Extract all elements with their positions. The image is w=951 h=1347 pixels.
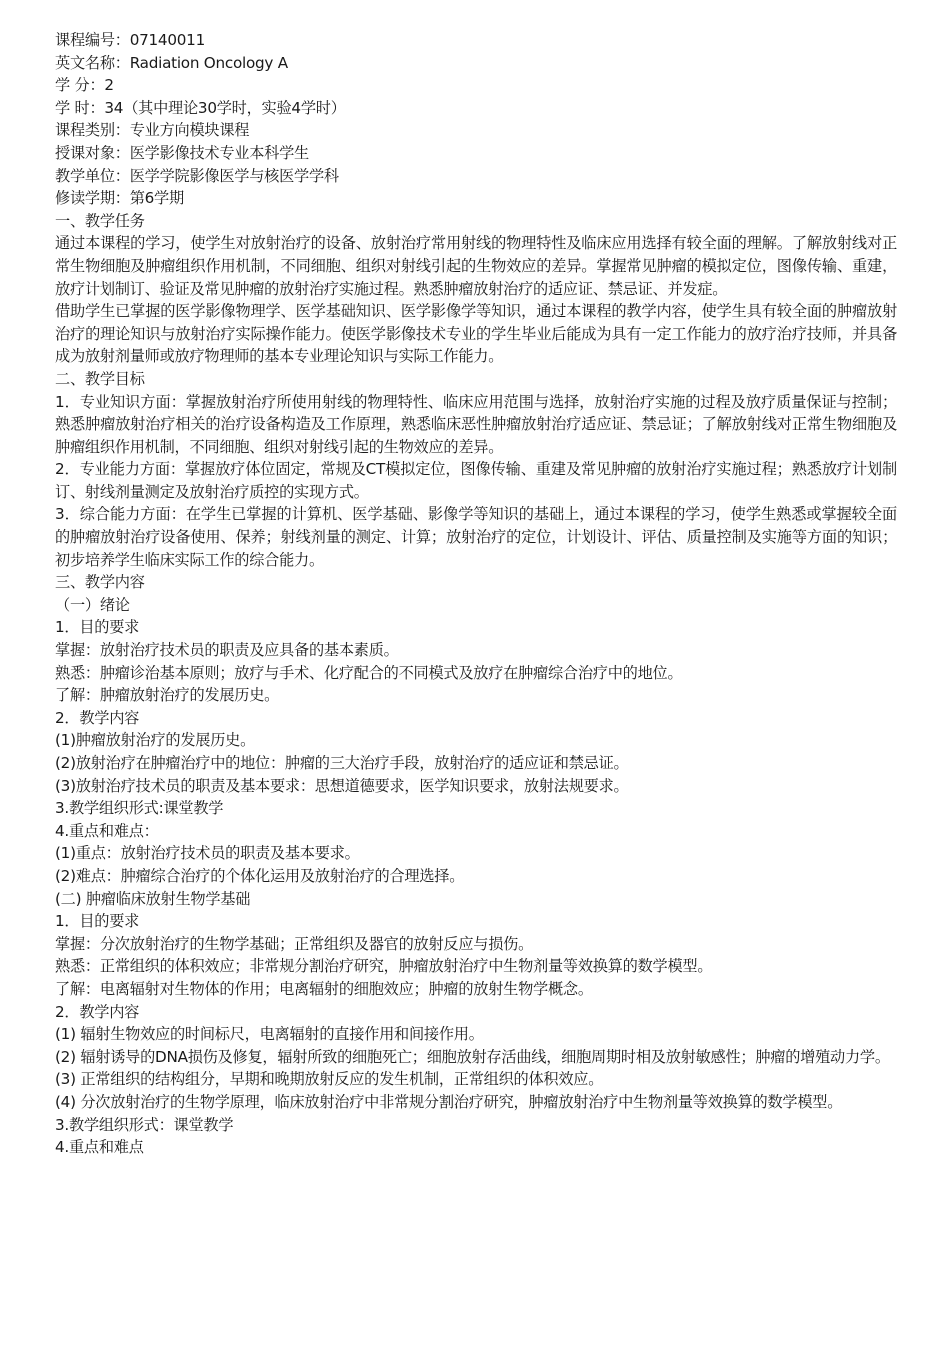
goal-comprehensive: 3．综合能力方面：在学生已掌握的计算机、医学基础、影像学等知识的基础上，通过本课程的学习，使学生熟悉或掌握较全面的肿瘤放射治疗设备使用、保养；射线剂量的测定、计算；放射治疗的定位，计划设计、评估、质量控制及实施等方面的知识；初步培养学生临床实际工作的综合能力。	[55, 505, 897, 569]
credits: 学 分：2	[55, 76, 114, 95]
unit1-content-item: (3)放射治疗技术员的职责及基本要求：思想道德要求，医学知识要求，放射法规要求。	[55, 776, 629, 795]
unit2-master: 掌握：分次放射治疗的生物学基础；正常组织及器官的放射反应与损伤。	[55, 934, 533, 953]
unit2-content-item: (2) 辐射诱导的DNA损伤及修复，辐射所致的细胞死亡；细胞放射存活曲线，细胞周期时相及放射敏感性；肿瘤的增殖动力学。	[55, 1047, 890, 1066]
unit1-master: 掌握：放射治疗技术员的职责及应具备的基本素质。	[55, 641, 399, 660]
target-students: 授课对象：医学影像技术专业本科学生	[55, 143, 309, 162]
unit2-key-points-heading: 4.重点和难点	[55, 1138, 144, 1157]
unit2-content-item: (4) 分次放射治疗的生物学原理，临床放射治疗中非常规分割治疗研究，肿瘤放射治疗中生物剂量等效换算的数学模型。	[55, 1092, 843, 1111]
unit1-requirements-heading: 1．目的要求	[55, 618, 140, 637]
unit1-content-item: (1)肿瘤放射治疗的发展历史。	[55, 731, 256, 750]
course-code: 课程编号：07140011	[55, 31, 205, 49]
unit2-content-item: (3) 正常组织的结构组分，早期和晚期放射反应的发生机制，正常组织的体积效应。	[55, 1070, 604, 1089]
unit2-teaching-form: 3.教学组织形式：课堂教学	[55, 1115, 234, 1134]
teaching-unit: 教学单位：医学学院影像医学与核医学学科	[55, 166, 339, 185]
unit1-familiar: 熟悉：肿瘤诊治基本原则；放疗与手术、化疗配合的不同模式及放疗在肿瘤综合治疗中的地位。	[55, 663, 683, 682]
unit1-key-points-heading: 4.重点和难点：	[55, 821, 159, 840]
goal-knowledge: 1．专业知识方面：掌握放射治疗所使用射线的物理特性、临床应用范围与选择，放射治疗实施的过程及放疗质量保证与控制；熟悉肿瘤放射治疗相关的治疗设备构造及工作原理，熟悉临床恶性肿瘤放射治疗适应证、禁忌证；了解放射线对正常生物细胞及肿瘤组织作用机制，不同细胞、组织对射线引起的生物效应的差异。	[55, 392, 897, 456]
english-name: 英文名称：Radiation Oncology A	[55, 53, 288, 72]
unit1-understand: 了解：肿瘤放射治疗的发展历史。	[55, 686, 280, 705]
goal-ability: 2．专业能力方面：掌握放疗体位固定，常规及CT模拟定位，图像传输、重建及常见肿瘤的放射治疗实施过程；熟悉放疗计划制订、射线剂量测定及放射治疗质控的实现方式。	[55, 460, 897, 501]
unit1-key-point: (1)重点：放射治疗技术员的职责及基本要求。	[55, 844, 360, 863]
unit2-requirements-heading: 1．目的要求	[55, 912, 140, 931]
unit2-content-heading: 2．教学内容	[55, 1002, 140, 1021]
unit1-content-item: (2)放射治疗在肿瘤治疗中的地位：肿瘤的三大治疗手段，放射治疗的适应证和禁忌证。	[55, 754, 629, 772]
unit1-difficult-point: (2)难点：肿瘤综合治疗的个体化运用及放射治疗的合理选择。	[55, 866, 465, 885]
teaching-task-paragraph-1: 通过本课程的学习，使学生对放射治疗的设备、放射治疗常用射线的物理特性及临床应用选择有较全面的理解。了解放射线对正常生物细胞及肿瘤组织作用机制，不同细胞、组织对射线引起的生物效应的差异。掌握常见肿瘤的模拟定位，图像传输、重建，放疗计划制订、验证及常见肿瘤的放射治疗实施过程。熟悉肿瘤放射治疗的适应证、禁忌证、并发症。	[55, 234, 897, 298]
syllabus-document	[55, 29, 897, 1159]
semester: 修读学期：第6学期	[55, 189, 184, 208]
unit2-understand: 了解：电离辐射对生物体的作用；电离辐射的细胞效应；肿瘤的放射生物学概念。	[55, 979, 593, 998]
unit1-teaching-form: 3.教学组织形式:课堂教学	[55, 799, 224, 818]
course-category: 课程类别：专业方向模块课程	[55, 121, 250, 140]
unit2-content-item: (1) 辐射生物效应的时间标尺，电离辐射的直接作用和间接作用。	[55, 1025, 484, 1044]
class-hours: 学 时：34（其中理论30学时，实验4学时）	[55, 98, 346, 117]
teaching-task-paragraph-2: 借助学生已掌握的医学影像物理学、医学基础知识、医学影像学等知识，通过本课程的教学内容，使学生具有较全面的肿瘤放射治疗的理论知识与放射治疗实际操作能力。使医学影像技术专业的学生毕业后能成为具有一定工作能力的放疗治疗技师，并具备成为放射剂量师或放疗物理师的基本专业理论知识与实际工作能力。	[55, 302, 897, 366]
section-heading-teaching-content: 三、教学内容	[55, 573, 145, 592]
unit1-content-heading: 2．教学内容	[55, 708, 140, 727]
unit2-familiar: 熟悉：正常组织的体积效应；非常规分割治疗研究，肿瘤放射治疗中生物剂量等效换算的数学模型。	[55, 957, 713, 976]
section-heading-teaching-goals: 二、教学目标	[55, 369, 145, 388]
unit1-title: （一）绪论	[55, 595, 130, 614]
section-heading-teaching-task: 一、教学任务	[55, 211, 145, 230]
unit2-title: (二) 肿瘤临床放射生物学基础	[55, 889, 251, 908]
